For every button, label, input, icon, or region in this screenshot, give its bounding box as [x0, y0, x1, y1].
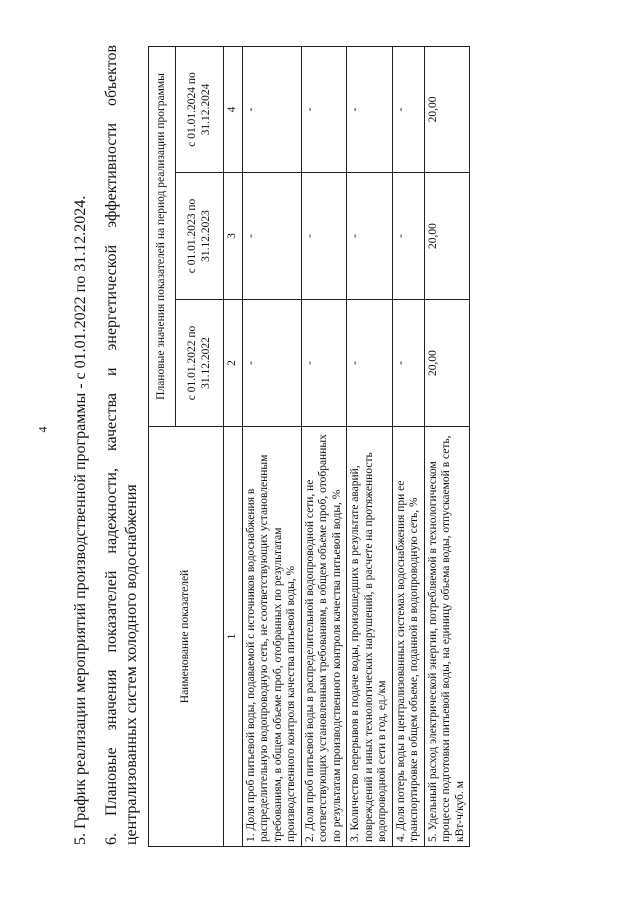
col-number-2: 2 — [224, 300, 243, 427]
value-2022: - — [392, 300, 424, 427]
value-2022: - — [242, 300, 301, 427]
header-period-2022: с 01.01.2022 по 31.12.2022 — [176, 300, 224, 427]
section-5-heading: 5. График реализации мероприятий производственной программы - с 01.01.2022 по 31.12.2024. — [72, 195, 89, 845]
header-period-2023: с 01.01.2023 по 31.12.2023 — [176, 173, 224, 300]
table-row — [301, 46, 347, 846]
value-2023: - — [392, 173, 424, 300]
table-row — [242, 46, 301, 846]
indicator-name: 5. Удельный расход электрической энергии, потребляемой в технологическом процессе подготовки питьевой воды, на единицу объема воды, отпускаемой в сеть, кВт-ч/куб. м — [424, 427, 470, 847]
indicator-name: 3. Количество перерывов в подаче воды, произошедших в результате аварий, повреждений и иных технологических нарушений, в расчете на протяженность водопроводной сети в год, ед./км — [347, 427, 393, 847]
page-number: 4 — [35, 426, 50, 433]
value-2022: - — [301, 300, 347, 427]
value-2022: - — [347, 300, 393, 427]
table-row — [392, 46, 424, 846]
value-2022: 20,00 — [424, 300, 470, 427]
value-2023: - — [347, 173, 393, 300]
value-2023: - — [301, 173, 347, 300]
indicator-name: 2. Доля проб питьевой воды в распределительной водопроводной сети, не соответствующих установленным требованиям, в общем объеме проб, отобранных по результатам производственного контроля качества питьевой воды, % — [301, 427, 347, 847]
table-row — [424, 46, 470, 846]
value-2023: - — [242, 173, 301, 300]
value-2024: - — [301, 46, 347, 172]
section-6-heading-line1: 6. Плановые значения показателей надежности, качества и энергетической эффективности объектов — [103, 45, 120, 845]
col-number-3: 3 — [224, 173, 243, 300]
section-6-heading-line2: централизованных систем холодного водоснабжения — [123, 484, 140, 845]
value-2024: - — [242, 46, 301, 172]
indicator-name: 1. Доля проб питьевой воды, подаваемой с источников водоснабжения в распределительную водопроводную сеть, не соответствующих установленным требованиям, в общем объеме проб, отобранных по результатам производственного контроля качества питьевой воды, % — [242, 427, 301, 847]
value-2024: 20,00 — [424, 46, 470, 172]
indicator-name: 4. Доля потерь воды в централизованных системах водоснабжения при ее транспортировке в общем объеме, поданной в водопроводную сеть, % — [392, 427, 424, 847]
indicators-table — [148, 46, 470, 847]
header-period-2024: с 01.01.2024 по 31.12.2024 — [176, 46, 224, 172]
value-2024: - — [392, 46, 424, 172]
header-planned-values: Плановые значения показателей на период реализации программы — [149, 46, 176, 426]
col-number-1: 1 — [224, 427, 243, 847]
col-number-4: 4 — [224, 46, 243, 172]
table-row — [347, 46, 393, 846]
header-indicator-name: Наименование показателей — [149, 427, 224, 847]
value-2024: - — [347, 46, 393, 172]
value-2023: 20,00 — [424, 173, 470, 300]
